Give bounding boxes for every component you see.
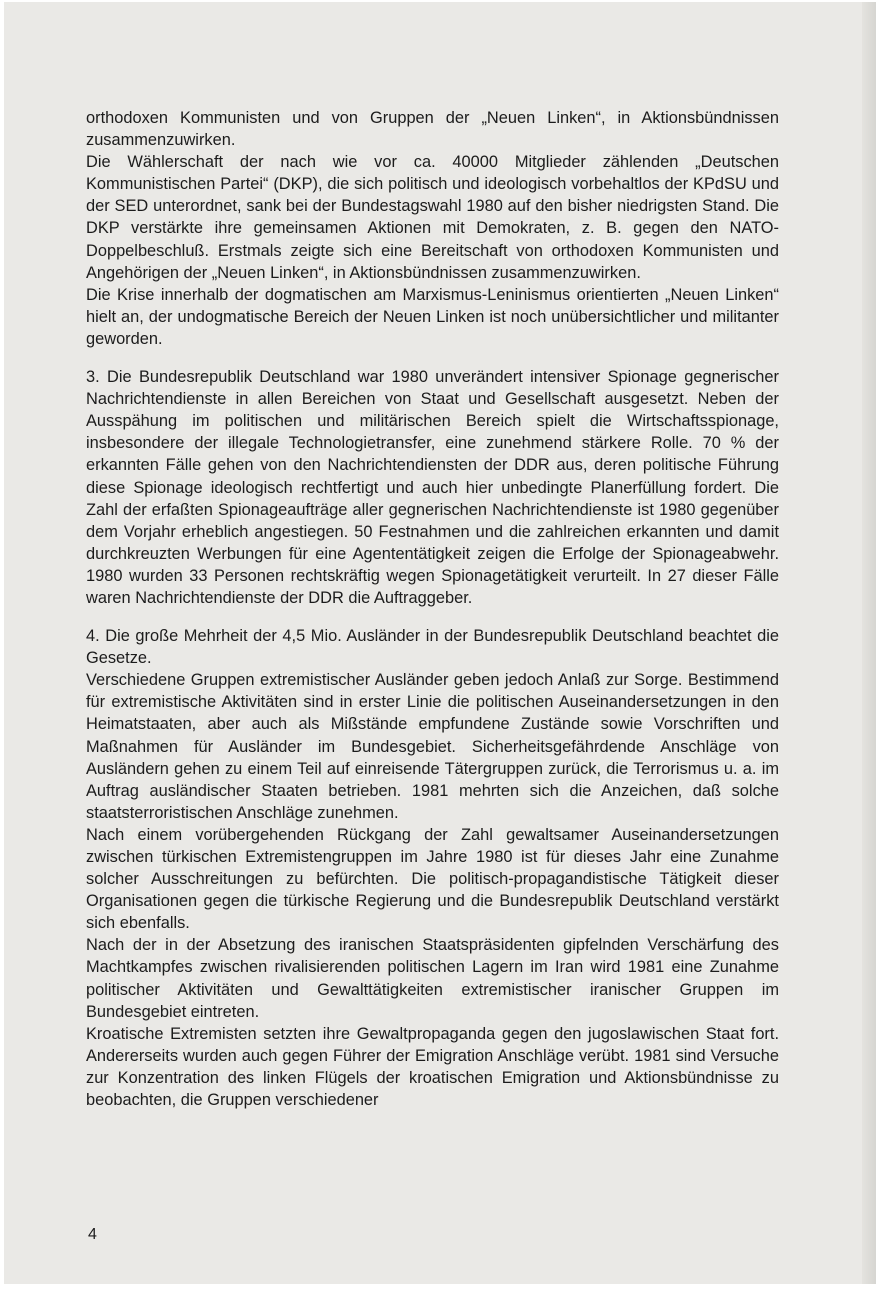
- paragraph: Nach der in der Absetzung des iranischen Staatspräsidenten gipfelnden Verschärfung des Machtkampfes zwischen rivalisierenden politischen Lagern im Iran wird 1981 eine Zunahme politischer Aktivitäten und Gewalttätigkeiten extremistischer iranischer Gruppen im Bundesgebiet eintreten.: [86, 936, 779, 1021]
- document-page: [4, 2, 876, 1284]
- paragraph: Nach einem vorübergehenden Rückgang der Zahl gewaltsamer Auseinandersetzungen zwischen türkischen Extremistengruppen im Jahre 1980 ist für dieses Jahr eine Zunahme solcher Ausschreitungen zu befürchten. Die politisch-propagandistische Tätigkeit dieser Organisationen gegen die türkische Regierung und die Bundesrepublik Deutschland verstärkt sich ebenfalls.: [86, 825, 779, 933]
- paragraph: Kroatische Extremisten setzten ihre Gewaltpropaganda gegen den jugoslawischen Staat fort. Andererseits wurden auch gegen Führer der Emigration Anschläge verübt. 1981 sind Versuche zur Konzentration des linken Flügels der kroatischen Emigration und Aktionsbündnisse zu beobachten, die Gruppen verschiedener: [86, 1024, 779, 1110]
- paragraph: Die Krise innerhalb der dogmatischen am Marxismus-Leninismus orientierten „Neuen Linken“ hielt an, der undogmatische Bereich der Neuen Linken ist noch unübersichtlicher und militanter geworden.: [86, 285, 779, 348]
- body-text: [86, 107, 779, 1111]
- paragraph: orthodoxen Kommunisten und von Gruppen der „Neuen Linken“, in Aktionsbündnissen zusammenzuwirken.: [86, 109, 779, 150]
- scan-edge: [862, 2, 876, 1284]
- page-number: 4: [88, 1226, 97, 1243]
- section-3-paragraph: 3. Die Bundesrepublik Deutschland war 1980 unverändert intensiver Spionage gegnerischer Nachrichtendienste in allen Bereichen von Staat und Gesellschaft ausgesetzt. Neben der Ausspähung im politischen und militärischen Bereich spielt die Wirtschaftsspionage, insbesondere der illegale Technologietransfer, eine zunehmend stärkere Rolle. 70 % der erkannten Fälle gehen von den Nachrichtendiensten der DDR aus, deren politische Führung diese Spionage ideologisch rechtfertigt und auch hier unbedingte Planerfüllung fordert. Die Zahl der erfaßten Spionageaufträge aller gegnerischen Nachrichtendienste ist 1980 gegenüber dem Vorjahr erheblich angestiegen. 50 Festnahmen und die zahlreichen erkannten und damit durchkreuzten Werbungen für eine Agententätigkeit zeigen die Erfolge der Spionageabwehr. 1980 wurden 33 Personen rechtskräftig wegen Spionagetätigkeit verurteilt. In 27 dieser Fälle waren Nachrichtendienste der DDR die Auftraggeber.: [86, 368, 779, 607]
- paragraph: Verschiedene Gruppen extremistischer Ausländer geben jedoch Anlaß zur Sorge. Bestimmend für extremistische Aktivitäten sind in erster Linie die politischen Auseinandersetzungen in den Heimatstaaten, aber auch als Mißstände empfundene Zustände sowie Vorschriften und Maßnahmen für Ausländer im Bundesgebiet. Sicherheitsgefährdende Anschläge von Ausländern gehen zu einem Teil auf einreisende Tätergruppen zurück, die Terrorismus u. a. im Auftrag ausländischer Staaten betrieben. 1981 mehrten sich die Anzeichen, daß solche staatsterroristischen Anschläge zunehmen.: [86, 671, 779, 822]
- section-4-paragraph: 4. Die große Mehrheit der 4,5 Mio. Ausländer in der Bundesrepublik Deutschland beachtet die Gesetze.: [86, 627, 779, 668]
- paragraph: Die Wählerschaft der nach wie vor ca. 40000 Mitglieder zählenden „Deutschen Kommunistischen Partei“ (DKP), die sich politisch und ideologisch vorbehaltlos der KPdSU und der SED unterordnet, sank bei der Bundestagswahl 1980 auf den bisher niedrigsten Stand. Die DKP verstärkte ihre gemeinsamen Aktionen mit Demokraten, z. B. gegen den NATO-Doppelbeschluß. Erstmals zeigte sich eine Bereitschaft von orthodoxen Kommunisten und Angehörigen der „Neuen Linken“, in Aktionsbündnissen zusammenzuwirken.: [86, 153, 779, 282]
